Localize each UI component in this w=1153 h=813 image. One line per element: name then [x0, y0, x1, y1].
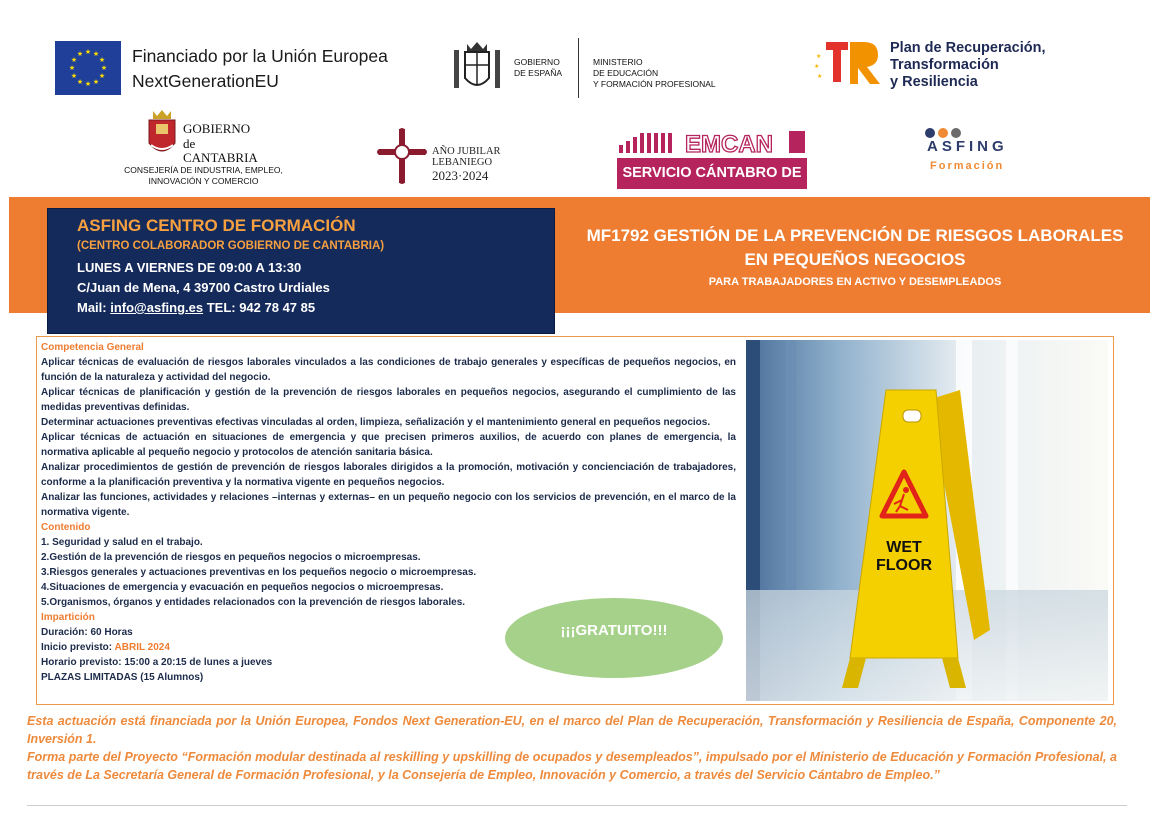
footer-line-2: Forma parte del Proyecto “Formación modular destinada al reskilling y upskilling de ocupados y desempleados”, impulsado por el Ministerio de Educación y Formación Profesional, a través de La Secretaría General de Formación Profesional, y la Consejería de Empleo, Innovación y Comercio, a través del Servicio Cántabro de Empleo.”	[27, 750, 1117, 782]
contenido-item: 1. Seguridad y salud en el trabajo.	[41, 537, 203, 548]
competencia-item: Analizar las funciones, actividades y relaciones –internas y externas– en un pequeño negocio con los servicios de prevención, en el marco de la normativa vigente.	[41, 492, 736, 518]
eu-funding-logo-text	[132, 44, 388, 94]
jubilar-line-2: LEBANIEGO	[432, 157, 493, 168]
plan-line-1: Plan de Recuperación,	[890, 40, 1046, 56]
svg-text:★: ★	[68, 64, 76, 72]
recovery-plan-text	[890, 40, 1046, 91]
svg-text:★: ★	[70, 56, 78, 64]
course-title-line-1: MF1792 GESTIÓN DE LA PREVENCIÓN DE RIESGOS LABORALES	[586, 226, 1124, 245]
eu-flag-icon	[55, 41, 121, 95]
contenido-item: 2.Gestión de la prevención de riesgos en pequeños negocios o microempresas.	[41, 552, 421, 563]
svg-text:★: ★	[817, 73, 823, 80]
gobierno-espana-line-1: GOBIERNO	[514, 57, 560, 67]
sign-text-floor: FLOOR	[876, 557, 932, 574]
svg-text:★: ★	[92, 78, 100, 86]
cantabria-line-2: de	[183, 135, 196, 151]
bottom-divider	[27, 805, 1127, 806]
emcan-word: EMCAN	[685, 131, 773, 157]
center-schedule: LUNES A VIERNES DE 09:00 A 13:30	[77, 260, 302, 275]
ministerio-text	[593, 57, 716, 90]
course-title	[560, 224, 1150, 272]
center-title: ASFING CENTRO DE FORMACIÓN	[77, 216, 356, 235]
svg-text:★: ★	[84, 80, 92, 88]
contenido-item: 5.Organismos, órganos y entidades relacionados con la prevención de riesgos laborales.	[41, 597, 466, 608]
spain-coat-of-arms-icon	[451, 40, 503, 97]
consejeria-line-2: INNOVACIÓN Y COMERCIO	[148, 176, 259, 186]
ministerio-line-3: Y FORMACIÓN PROFESIONAL	[593, 79, 716, 89]
wet-floor-sign-photo	[746, 340, 1108, 701]
plazas: PLAZAS LIMITADAS (15 Alumnos)	[41, 672, 204, 683]
contenido-item: 3.Riesgos generales y actuaciones preventivas en los pequeños negocio o microempresas.	[41, 567, 477, 578]
svg-text:★: ★	[76, 50, 84, 58]
svg-text:★: ★	[84, 48, 92, 56]
eu-line-2: NextGenerationEU	[132, 71, 279, 91]
competencia-item: Aplicar técnicas de planificación y gestión de la prevención de riesgos laborales en pequeños negocios, asegurando el cumplimiento de las medidas preventivas definidas.	[41, 387, 736, 413]
footer-line-1: Esta actuación está financiada por la Unión Europea, Fondos Next Generation-EU, en el marco del Plan de Recuperación, Transformación y Resiliencia de España, Componente 20, Inversión 1.	[27, 714, 1117, 746]
emcan-logo	[617, 129, 807, 157]
emcan-band: SERVICIO CÁNTABRO DE	[617, 158, 807, 189]
eu-line-1: Financiado por la Unión Europea	[132, 46, 388, 66]
course-audience: PARA TRABAJADORES EN ACTIVO Y DESEMPLEADOS	[708, 276, 1002, 288]
inicio-label: Inicio previsto:	[41, 642, 115, 653]
svg-text:★: ★	[70, 72, 78, 80]
inicio-value: ABRIL 2024	[114, 642, 170, 653]
imparticion-heading: Impartición	[41, 612, 95, 623]
sign-text-wet: WET	[886, 539, 922, 556]
plan-line-2: Transformación	[890, 57, 999, 73]
funding-footer	[27, 712, 1117, 784]
svg-text:★: ★	[814, 63, 820, 70]
consejeria-text	[121, 165, 286, 187]
duracion: Duración: 60 Horas	[41, 627, 133, 638]
svg-text:★: ★	[100, 64, 108, 72]
horario: Horario previsto: 15:00 a 20:15 de lunes a jueves	[41, 657, 273, 668]
gobierno-espana-text	[514, 57, 562, 79]
ministerio-line-1: MINISTERIO	[593, 57, 643, 67]
plan-line-3: y Resiliencia	[890, 74, 978, 90]
course-title-line-2: EN PEQUEÑOS NEGOCIOS	[744, 250, 966, 269]
gobierno-espana-line-2: DE ESPAÑA	[514, 68, 563, 78]
jubilar-cross-icon	[377, 127, 427, 185]
consejeria-line-1: CONSEJERÍA DE INDUSTRIA, EMPLEO,	[124, 165, 283, 175]
ministerio-line-2: DE EDUCACIÓN	[593, 68, 659, 78]
cantabria-line-1: GOBIERNO	[183, 121, 251, 136]
asfing-logo-sub: Formación	[930, 160, 1005, 172]
gobierno-cantabria-text	[183, 122, 258, 166]
competencia-item: Aplicar técnicas de evaluación de riesgos laborales vinculados a las condiciones de trabajo generales y específicas de pequeños negocios, en función de la naturaleza y actividad del negocio.	[41, 357, 736, 383]
contenido-item: 4.Situaciones de emergencia y evacuación en pequeños negocios o microempresas.	[41, 582, 444, 593]
free-badge: ¡¡¡GRATUITO!!!	[505, 598, 723, 678]
asfing-logo-word: ASFING	[927, 138, 1008, 155]
contenido-heading: Contenido	[41, 522, 91, 533]
center-address: C/Juan de Mena, 4 39700 Castro Urdiales	[77, 280, 330, 295]
svg-text:★: ★	[76, 78, 84, 86]
tel-text: TEL: 942 78 47 85	[203, 300, 316, 315]
cantabria-shield-icon	[147, 109, 177, 159]
competencia-item: Determinar actuaciones preventivas efectivas vinculadas al orden, limpieza, señalización y el mantenimiento general en pequeños negocios.	[41, 417, 711, 428]
svg-text:★: ★	[816, 53, 822, 60]
jubilar-years: 2023·2024	[432, 168, 489, 183]
mail-label: Mail:	[77, 300, 111, 315]
center-subtitle: (CENTRO COLABORADOR GOBIERNO DE CANTABRIA)	[77, 240, 385, 252]
competencia-heading: Competencia General	[41, 342, 144, 353]
svg-text:★: ★	[98, 72, 106, 80]
competencia-item: Aplicar técnicas de actuación en situaciones de emergencia y que precisen primeros auxilios, de acuerdo con planes de emergencia, la normativa aplicable al pequeño negocio y protocolos de atención sanitaria básica.	[41, 432, 736, 458]
svg-text:★: ★	[98, 56, 106, 64]
mail-link[interactable]: info@asfing.es	[110, 300, 204, 315]
jubilar-line-1: AÑO JUBILAR	[432, 146, 501, 157]
jubilar-text	[432, 146, 501, 168]
logo-divider	[578, 38, 579, 98]
competencia-item: Analizar procedimientos de gestión de prevención de riesgos laborales dirigidos a la promoción, motivación y concienciación de trabajadores, conforme a la planificación preventiva y la normativa vigente en pequeños negocios.	[41, 462, 736, 488]
cantabria-line-3: CANTABRIA	[183, 150, 258, 165]
center-contact	[77, 300, 315, 315]
recovery-plan-logo-icon	[812, 40, 884, 86]
svg-text:★: ★	[92, 50, 100, 58]
